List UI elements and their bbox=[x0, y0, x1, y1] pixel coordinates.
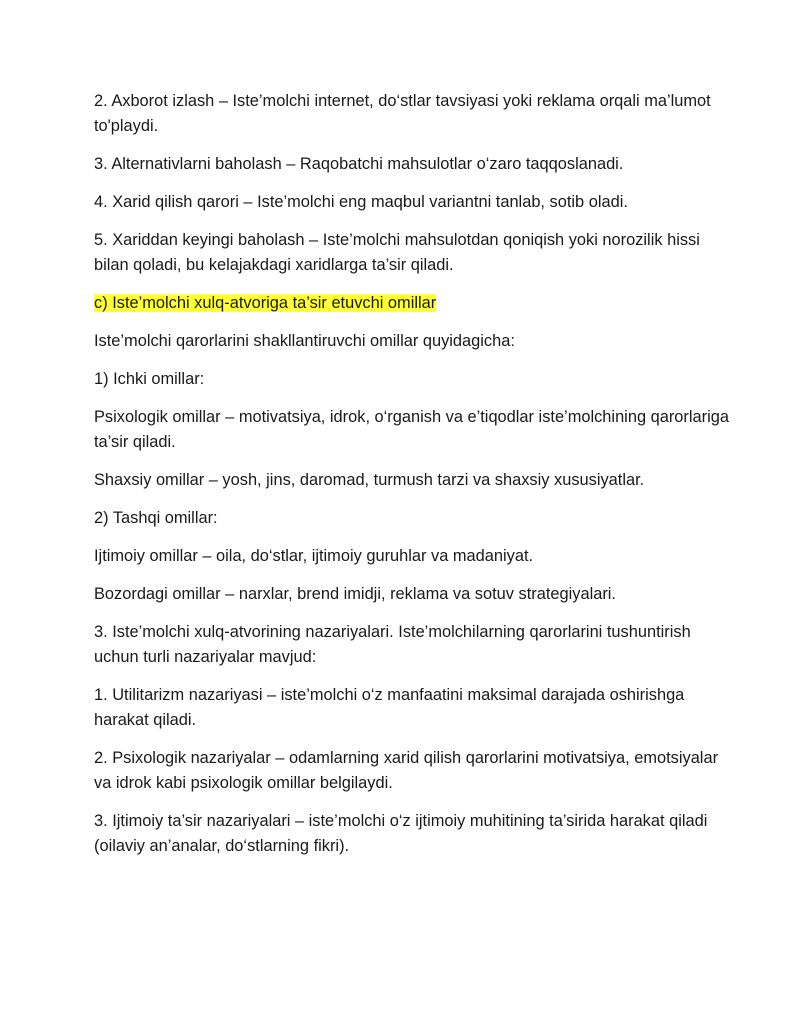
document-body bbox=[94, 89, 734, 872]
paragraph-text: 2. Axborot izlash – Iste’molchi internet, do‘stlar tavsiyasi yoki reklama orqali ma’lumot to'playdi. bbox=[94, 92, 711, 135]
paragraph-psychological-factors bbox=[94, 405, 734, 455]
paragraph-external-factors bbox=[94, 506, 734, 531]
highlighted-heading: c) Iste’molchi xulq-atvoriga ta’sir etuvchi omillar bbox=[94, 294, 437, 312]
paragraph-text: Psixologik omillar – motivatsiya, idrok, o‘rganish va e’tiqodlar iste’molchining qarorlariga ta’sir qiladi. bbox=[94, 408, 729, 451]
paragraph-psychological-theories bbox=[94, 746, 734, 796]
paragraph-text: 2. Psixologik nazariyalar – odamlarning xarid qilish qarorlarini motivatsiya, emotsiyalar va idrok kabi psixologik omillar belgilaydi. bbox=[94, 749, 719, 792]
paragraph-utilitarian-theory bbox=[94, 683, 734, 733]
paragraph-text: 2) Tashqi omillar: bbox=[94, 509, 218, 527]
section-heading-factors bbox=[94, 291, 734, 316]
paragraph-social-factors bbox=[94, 544, 734, 569]
paragraph-text: Ijtimoiy omillar – oila, do‘stlar, ijtimoiy guruhlar va madaniyat. bbox=[94, 547, 534, 565]
paragraph-personal-factors bbox=[94, 468, 734, 493]
paragraph-text: Shaxsiy omillar – yosh, jins, daromad, turmush tarzi va shaxsiy xususiyatlar. bbox=[94, 471, 645, 489]
paragraph-market-factors bbox=[94, 582, 734, 607]
paragraph-text: 1) Ichki omillar: bbox=[94, 370, 205, 388]
paragraph-theories-intro bbox=[94, 620, 734, 670]
paragraph-text: 3. Iste’molchi xulq-atvorining nazariyalari. Iste’molchilarning qarorlarini tushuntirish uchun turli nazariyalar mavjud: bbox=[94, 623, 691, 666]
paragraph-info-search bbox=[94, 89, 734, 139]
paragraph-post-purchase bbox=[94, 228, 734, 278]
paragraph-text: 5. Xariddan keyingi baholash – Iste’molchi mahsulotdan qoniqish yoki norozilik hissi bilan qoladi, bu kelajakdagi xaridlarga ta’sir qiladi. bbox=[94, 231, 700, 274]
paragraph-text: 3. Alternativlarni baholash – Raqobatchi mahsulotlar o‘zaro taqqoslanadi. bbox=[94, 155, 624, 173]
paragraph-text: Iste’molchi qarorlarini shakllantiruvchi omillar quyidagicha: bbox=[94, 332, 515, 350]
paragraph-purchase-decision bbox=[94, 190, 734, 215]
paragraph-social-theories bbox=[94, 809, 734, 859]
paragraph-text: Bozordagi omillar – narxlar, brend imidji, reklama va sotuv strategiyalari. bbox=[94, 585, 616, 603]
paragraph-text: 3. Ijtimoiy ta’sir nazariyalari – iste’molchi o‘z ijtimoiy muhitining ta’sirida harakat qiladi (oilaviy an’analar, do‘stlarning fikri). bbox=[94, 812, 708, 855]
paragraph-text: 1. Utilitarizm nazariyasi – iste’molchi o‘z manfaatini maksimal darajada oshirishga harakat qiladi. bbox=[94, 686, 685, 729]
paragraph-factors-intro bbox=[94, 329, 734, 354]
paragraph-text: 4. Xarid qilish qarori – Iste’molchi eng maqbul variantni tanlab, sotib oladi. bbox=[94, 193, 628, 211]
paragraph-alternatives bbox=[94, 152, 734, 177]
paragraph-internal-factors bbox=[94, 367, 734, 392]
